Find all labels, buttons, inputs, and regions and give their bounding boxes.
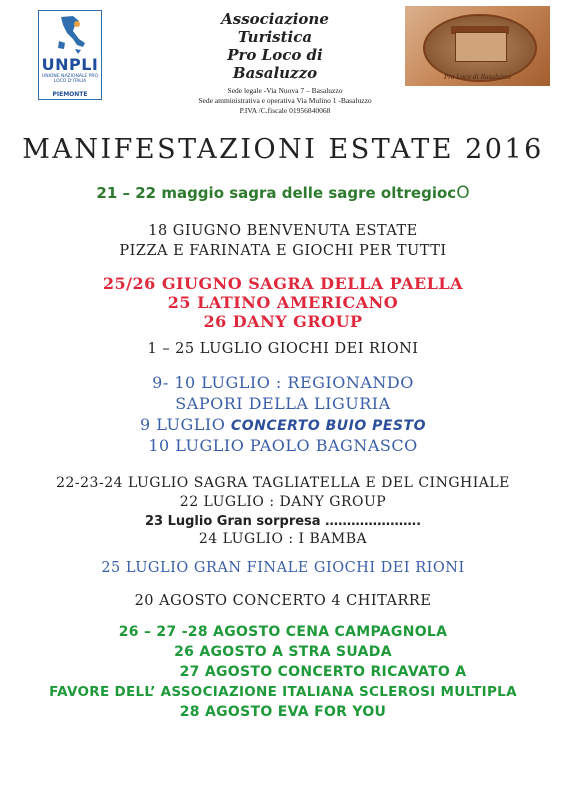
event-tagliatella-3: 23 Luglio Gran sorpresa …………………. — [144, 514, 422, 529]
event-agosto-1: 26 – 27 -28 AGOSTO CENA CAMPAGNOLA — [118, 624, 448, 640]
event-agosto-4: FAVORE DELL’ ASSOCIAZIONE ITALIANA SCLEROSI MULTIPLA — [49, 684, 517, 700]
event-liguria-1: 9- 10 LUGLIO : REGIONANDO — [152, 373, 414, 392]
event-paella-1: 25/26 GIUGNO SAGRA DELLA PAELLA — [102, 274, 464, 293]
logo-subtitle: UNIONE NAZIONALE PRO LOCO D'ITALIA — [41, 74, 99, 84]
event-finale: 25 LUGLIO GRAN FINALE GIOCHI DEI RIONI — [101, 560, 465, 576]
event-chitarre: 20 AGOSTO CONCERTO 4 CHITARRE — [134, 593, 432, 609]
italy-map-icon — [53, 15, 87, 55]
event-agosto-2: 26 AGOSTO A STRA SUADA — [174, 644, 392, 660]
event-maggio-end: O — [456, 183, 470, 203]
event-tagliatella-2: 22 LUGLIO : DANY GROUP — [179, 494, 387, 510]
info-sede-operativa: Sede amministrativa e operativa Via Mulino 1 -Basaluzzo — [198, 96, 372, 105]
photo-oval-frame — [423, 14, 537, 82]
event-liguria-3 — [0, 415, 566, 434]
event-liguria-3-concert: CONCERTO BUIO PESTO — [230, 418, 427, 434]
building-photo — [405, 6, 550, 86]
event-liguria-3-date: 9 LUGLIO — [139, 415, 231, 434]
photo-caption: Pro Loco di Basaluzzo — [444, 74, 511, 81]
assoc-line-2: Turistica — [237, 28, 313, 46]
photo-building — [455, 32, 507, 62]
event-liguria-2: SAPORI DELLA LIGURIA — [175, 394, 391, 413]
logo-region: PIEMONTE — [52, 91, 88, 98]
info-piva: P.IVA /C.fiscale 01956840068 — [239, 106, 331, 115]
event-tagliatella-4: 24 LUGLIO : I BAMBA — [198, 531, 368, 547]
event-giugno-2: PIZZA E FARINATA E GIOCHI PER TUTTI — [119, 243, 447, 259]
event-agosto-3: 27 AGOSTO CONCERTO RICAVATO A — [179, 664, 467, 680]
event-rioni: 1 – 25 LUGLIO GIOCHI DEI RIONI — [147, 341, 419, 357]
event-maggio-text: 21 – 22 maggio sagra delle sagre oltregioc — [96, 184, 457, 202]
event-tagliatella-1: 22-23-24 LUGLIO SAGRA TAGLIATELLA E DEL CINGHIALE — [56, 475, 510, 491]
assoc-line-4: Basaluzzo — [232, 64, 318, 82]
event-paella-3: 26 DANY GROUP — [203, 312, 363, 331]
event-liguria-4: 10 LUGLIO PAOLO BAGNASCO — [148, 436, 418, 455]
event-paella-2: 25 LATINO AMERICANO — [167, 293, 399, 312]
page-title: MANIFESTAZIONI ESTATE 2016 — [22, 134, 544, 165]
logo-brand: UNPLI — [41, 55, 99, 74]
event-giugno-1: 18 GIUGNO BENVENUTA ESTATE — [148, 223, 418, 239]
event-maggio — [0, 183, 566, 203]
info-sede-legale: Sede legale -Via Nuova 7 – Basaluzzo — [227, 86, 343, 95]
assoc-line-3: Pro Loco di — [227, 46, 323, 64]
assoc-line-1: Associazione — [221, 10, 329, 28]
unpli-logo — [38, 10, 102, 100]
event-agosto-5: 28 AGOSTO EVA FOR YOU — [179, 704, 387, 720]
